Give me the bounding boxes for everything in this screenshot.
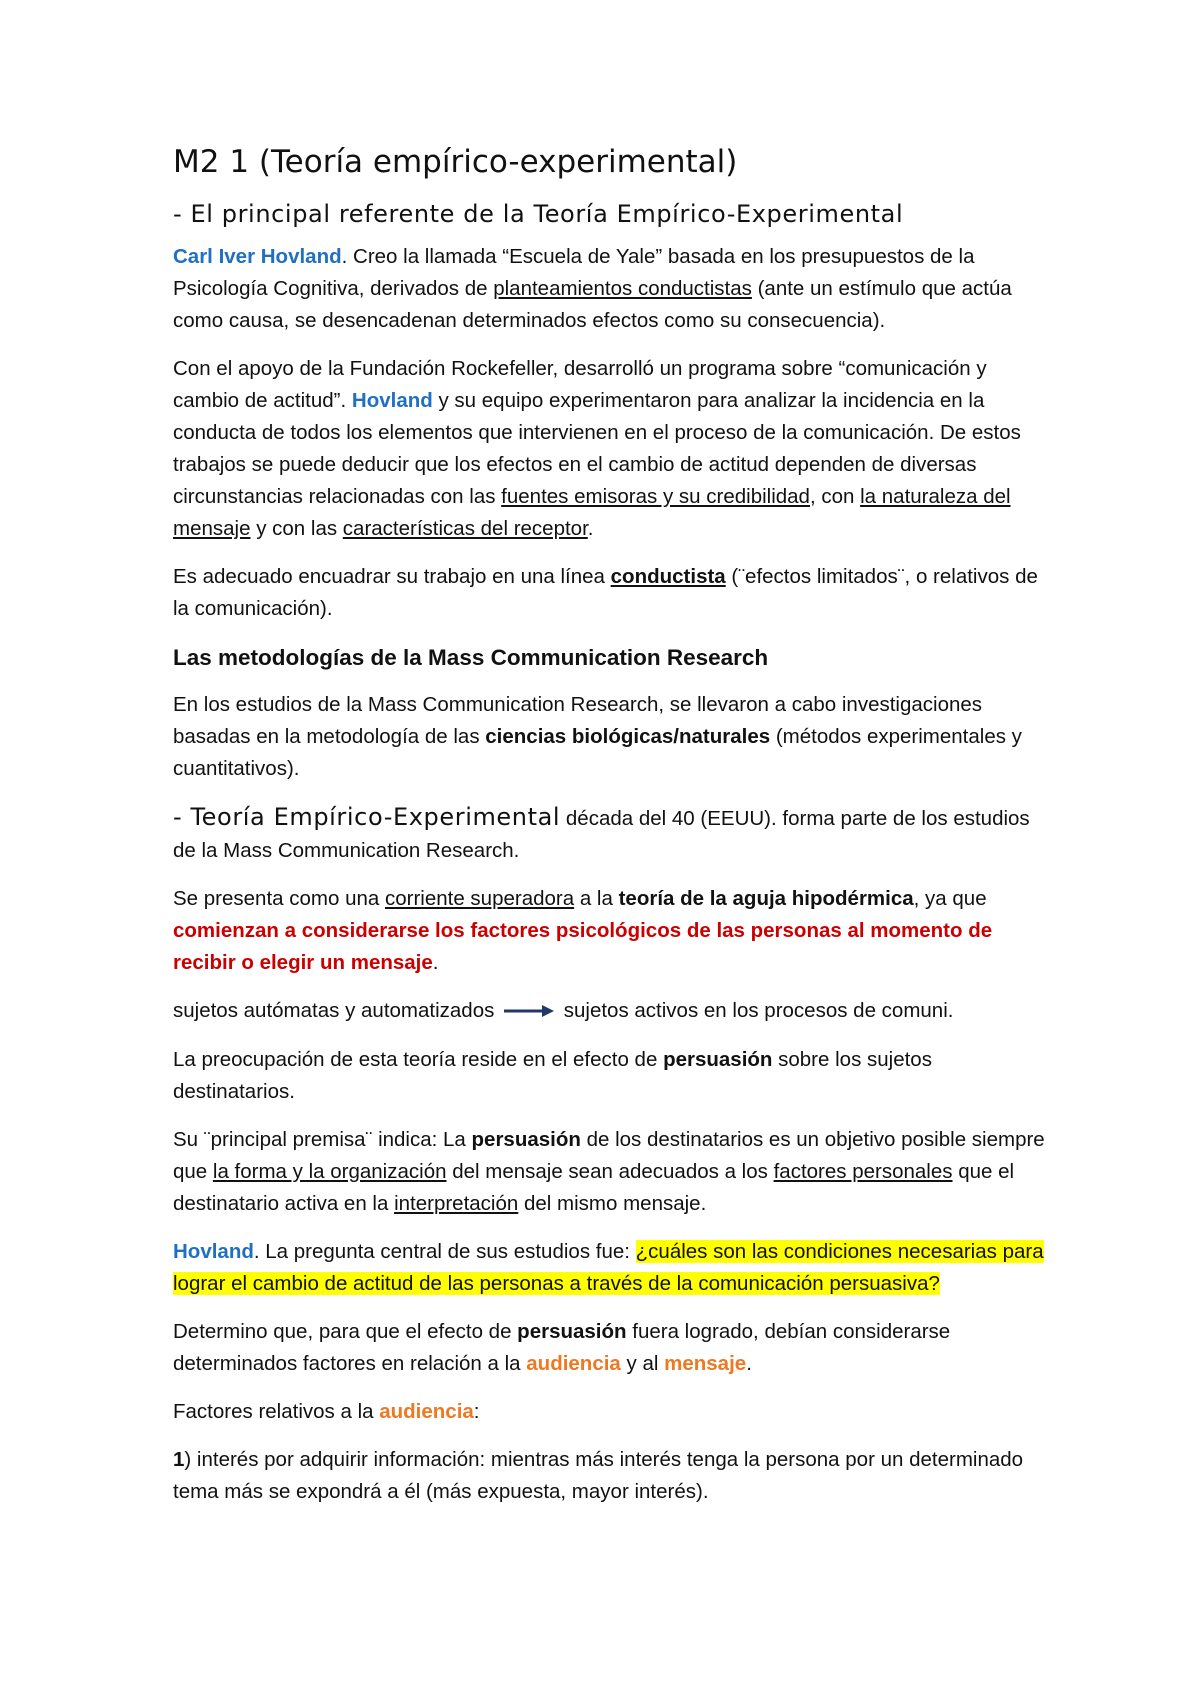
bold-underlined-term: conductista: [610, 565, 726, 588]
list-number: 1: [173, 1447, 185, 1471]
text-run: .: [746, 1351, 752, 1375]
underlined-term: la forma y la organización: [212, 1159, 447, 1183]
text-run: década del 40 (EEUU). forma parte de los estudios de la Mass Communication Research.: [173, 807, 1030, 862]
text-run: y con las: [250, 517, 343, 540]
document-title: M2 1 (Teoría empírico-experimental): [173, 144, 738, 180]
text-run: Es adecuado encuadrar su trabajo en una línea: [173, 565, 611, 588]
text-run: Factores relativos a la: [173, 1399, 380, 1423]
inline-heading: - Teoría Empírico-Experimental: [173, 803, 561, 831]
paragraph-teoria-empirico: [173, 801, 1053, 867]
text-run: Determino que, para que el efecto de: [173, 1319, 518, 1343]
text-run: (métodos experimentales y cuantitativos).: [173, 725, 1022, 780]
paragraph-factores-audiencia: [173, 1396, 1053, 1428]
text-run: ) interés por adquirir información: mientras más interés tenga la persona por un determinado tema más se expondrá a él (más expuesta, mayor interés).: [173, 1447, 1024, 1503]
paragraph-hovland-intro: [173, 241, 1053, 337]
text-run: .: [432, 951, 439, 974]
paragraph-metodologias: [173, 689, 1053, 785]
text-run: :: [473, 1399, 480, 1423]
author-name: Carl Iver Hovland: [173, 245, 342, 268]
bold-term: teoría de la aguja hipodérmica: [618, 887, 914, 910]
paragraph-sujetos: [173, 995, 1053, 1028]
underlined-term: planteamientos conductistas: [493, 277, 752, 300]
paragraph-determino: [173, 1316, 1053, 1380]
paragraph-rockefeller: [173, 353, 1053, 545]
text-run: fuera logrado, debían considerarse determinados factores en relación a la: [173, 1319, 951, 1375]
text-run: que el destinatario activa en la: [173, 1159, 1015, 1215]
section-heading: Las metodologías de la Mass Communication Research: [173, 645, 769, 670]
document-subtitle: - El principal referente de la Teoría Empírico-Experimental: [173, 200, 904, 228]
bold-term: persuasión: [663, 1047, 773, 1071]
red-emphasis: comienzan a considerarse los factores psicológicos de las personas al momento de recibir o elegir un mensaje: [173, 919, 993, 974]
text-run: . Creo la llamada “Escuela de Yale” basada en los presupuestos de la Psicología Cognitiva, derivados de: [173, 245, 975, 300]
text-run: En los estudios de la Mass Communication Research, se llevaron a cabo investigaciones basadas en la metodología de las: [173, 693, 983, 748]
paragraph-premisa: [173, 1124, 1053, 1220]
author-name: Hovland: [351, 389, 433, 412]
text-run: La preocupación de esta teoría reside en el efecto de: [173, 1047, 664, 1071]
text-run: a la: [574, 887, 619, 910]
text-run: (¨efectos limitados¨, o relativos de la comunicación).: [173, 565, 1038, 620]
text-run: , con: [809, 485, 861, 508]
text-run: .: [587, 517, 594, 540]
bold-term: ciencias biológicas/naturales: [485, 725, 771, 748]
paragraph-factor-1: [173, 1444, 1053, 1508]
text-run: y al: [620, 1351, 665, 1375]
orange-term: audiencia: [526, 1351, 621, 1375]
text-run: Con el apoyo de la Fundación Rockefeller, desarrolló un programa sobre “comunicación y cambio de actitud”.: [173, 357, 987, 412]
text-run: Se presenta como una: [173, 887, 385, 910]
text-run: Su ¨principal premisa¨ indica: La: [173, 1127, 472, 1151]
text-run: sujetos autómatas y automatizados: [173, 999, 495, 1022]
text-run: (ante un estímulo que actúa como causa, se desencadenan determinados efectos como su consecuencia).: [173, 277, 1012, 332]
paragraph-conductista: [173, 561, 1053, 625]
orange-term: audiencia: [379, 1399, 474, 1423]
bold-term: persuasión: [471, 1127, 581, 1151]
underlined-term: interpretación: [394, 1191, 519, 1215]
text-run: sujetos activos en los procesos de comuni.: [563, 999, 954, 1022]
text-run: del mismo mensaje.: [518, 1191, 707, 1215]
text-run: , ya que: [913, 887, 987, 910]
orange-term: mensaje: [664, 1351, 747, 1375]
document-body: [173, 140, 1053, 1524]
text-run: de los destinatarios es un objetivo posible siempre que: [173, 1127, 1045, 1183]
underlined-term: fuentes emisoras y su credibilidad: [501, 485, 810, 508]
highlighted-question: ¿cuáles son las condiciones necesarias para lograr el cambio de actitud de las personas a través de la comunicación persuasiva?: [173, 1239, 1044, 1295]
text-run: . La pregunta central de sus estudios fue:: [253, 1239, 636, 1263]
paragraph-preocupacion: [173, 1044, 1053, 1108]
text-run: y su equipo experimentaron para analizar la incidencia en la conducta de todos los elementos que intervienen en el proceso de la comunicación. De estos trabajos se puede deducir que los efectos en el cambio de actitud dependen de diversas circunstancias relacionadas con las: [173, 389, 1021, 508]
bold-term: persuasión: [517, 1319, 627, 1343]
underlined-term: características del receptor: [342, 517, 588, 540]
text-run: del mensaje sean adecuados a los: [446, 1159, 774, 1183]
underlined-term: corriente superadora: [384, 887, 575, 910]
paragraph-corriente-superadora: [173, 883, 1053, 979]
underlined-term: la naturaleza del mensaje: [173, 485, 1011, 540]
author-name: Hovland: [173, 1239, 254, 1263]
underlined-term: factores personales: [773, 1159, 953, 1183]
text-run: sobre los sujetos destinatarios.: [173, 1047, 932, 1103]
paragraph-pregunta-central: [173, 1236, 1053, 1300]
right-arrow-icon: [504, 996, 554, 1028]
